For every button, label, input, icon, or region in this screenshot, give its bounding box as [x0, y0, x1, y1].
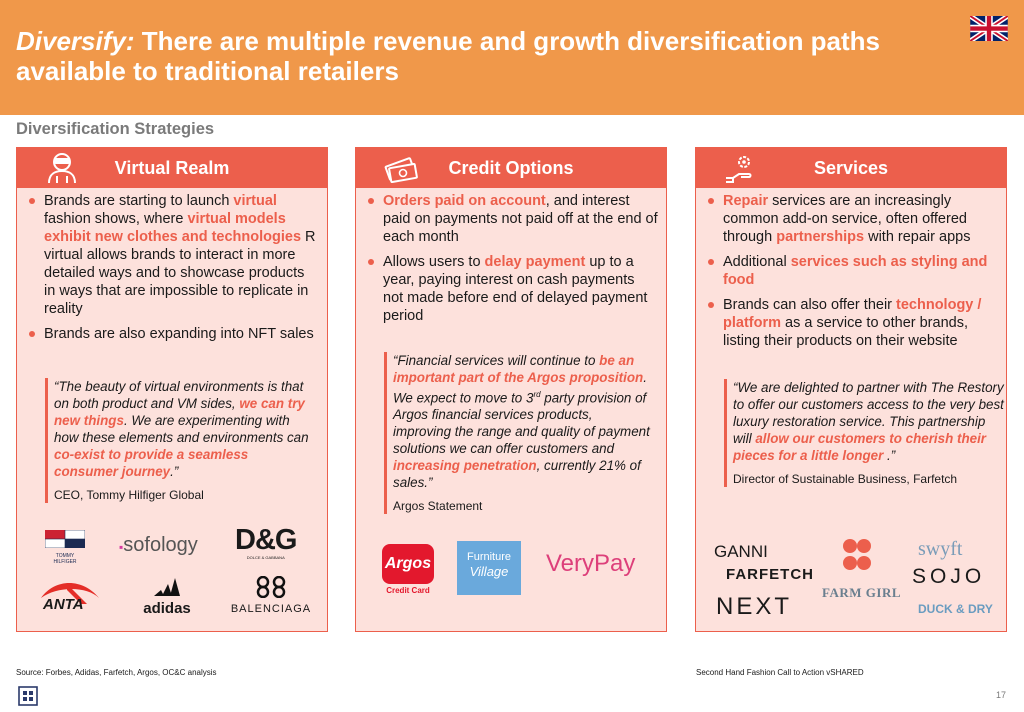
credit-options-quote	[384, 352, 654, 514]
page-title: Diversify: There are multiple revenue and growth diversification paths available to traditional retailers	[16, 26, 881, 86]
verypay-logo: VeryPay	[546, 550, 636, 577]
sojo-logo: SOJO	[912, 565, 986, 588]
swyft-logo: swyft	[918, 538, 963, 560]
next-logo: NEXT	[716, 593, 793, 620]
list-item: Orders paid on account, and interest paid on payments not paid off at the end of each month	[364, 192, 658, 246]
services-title: Services	[813, 158, 889, 178]
header-banner	[0, 0, 1024, 115]
quote-text: “The beauty of virtual environments is that on both product and VM sides, we can try new things. We are experimenting with how these elements and environments can co-exist to provide a seamless consumer journey.”	[54, 379, 309, 479]
quote-source: Argos Statement	[393, 499, 483, 514]
list-item: Allows users to delay payment up to a year, paying interest on cash payments not made before end of delayed payment period	[364, 253, 658, 325]
anta-logo: ANTA	[37, 576, 103, 621]
list-item: Brands can also offer their technology / platform as a service to other brands, listing their products on their website	[704, 296, 998, 350]
list-item: Additional services such as styling and food	[704, 253, 998, 289]
credit-options-bullets	[364, 192, 658, 332]
virtual-realm-quote	[45, 378, 315, 503]
credit-options-card	[355, 147, 667, 632]
farm-girl-logo: FARM GIRL	[822, 585, 902, 600]
footer-document-title: Second Hand Fashion Call to Action vSHARED	[696, 668, 864, 677]
footer-source: Source: Forbes, Adidas, Farfetch, Argos, OC&C analysis	[16, 668, 217, 677]
list-item: Repair services are an increasingly common add-on service, often offered through partnerships with repair apps	[704, 192, 998, 246]
list-item: Brands are also expanding into NFT sales	[25, 325, 319, 343]
services-bullets	[704, 192, 998, 357]
credit-options-title: Credit Options	[448, 158, 574, 178]
virtual-realm-title: Virtual Realm	[114, 158, 230, 178]
quote-text: “We are delighted to partner with The Restory to offer our customers access to the very best luxury restoration service. This partnership will allow our customers to cherish their pieces for a little longer .”	[733, 380, 1004, 463]
balenciaga-logo: BALENCIAGA	[229, 576, 313, 615]
services-header	[696, 148, 1006, 188]
adidas-logo: adidas	[139, 576, 195, 617]
duck-and-dry-logo: DUCK & DRY	[918, 602, 993, 616]
the-restory-logo	[842, 538, 872, 572]
argos-credit-card-logo: Argos Credit Card	[382, 544, 434, 598]
virtual-realm-header	[17, 148, 327, 188]
farfetch-logo: FARFETCH	[726, 566, 814, 583]
section-subheading: Diversification Strategies	[16, 120, 215, 138]
furniture-village-logo: Furniture Village	[457, 541, 521, 595]
uk-flag-icon	[970, 16, 1008, 41]
list-item: Brands are starting to launch virtual fashion shows, where virtual models exhibit new clothes and technologies R virtual allows brands to interact in more detailed ways and to showcase products in ways that are impossible to replicate in reality	[25, 192, 319, 318]
virtual-realm-card	[16, 147, 328, 632]
tommy-hilfiger-logo: TOMMY HILFIGER	[45, 530, 85, 558]
services-quote	[724, 379, 1004, 487]
quote-source: CEO, Tommy Hilfiger Global	[54, 488, 204, 502]
credit-options-header	[356, 148, 666, 188]
quote-source: Director of Sustainable Business, Farfetch	[733, 472, 958, 486]
ganni-logo: GANNI	[714, 542, 768, 561]
virtual-realm-bullets	[25, 192, 319, 350]
occ-grid-logo-icon	[18, 686, 38, 706]
sofology-logo: ▪sofology	[119, 534, 198, 556]
dolce-gabbana-logo: D&G DOLCE & GABBANA	[235, 524, 297, 560]
services-card	[695, 147, 1007, 632]
page-number: 17	[996, 690, 1007, 700]
quote-text: “Financial services will continue to be an important part of the Argos proposition. We expect to move to 3rd party provision of Argos financial services products, improving the range and quality of payment solutions we can offer customers and increasing penetration, currently 21% of sales.”	[393, 353, 650, 491]
